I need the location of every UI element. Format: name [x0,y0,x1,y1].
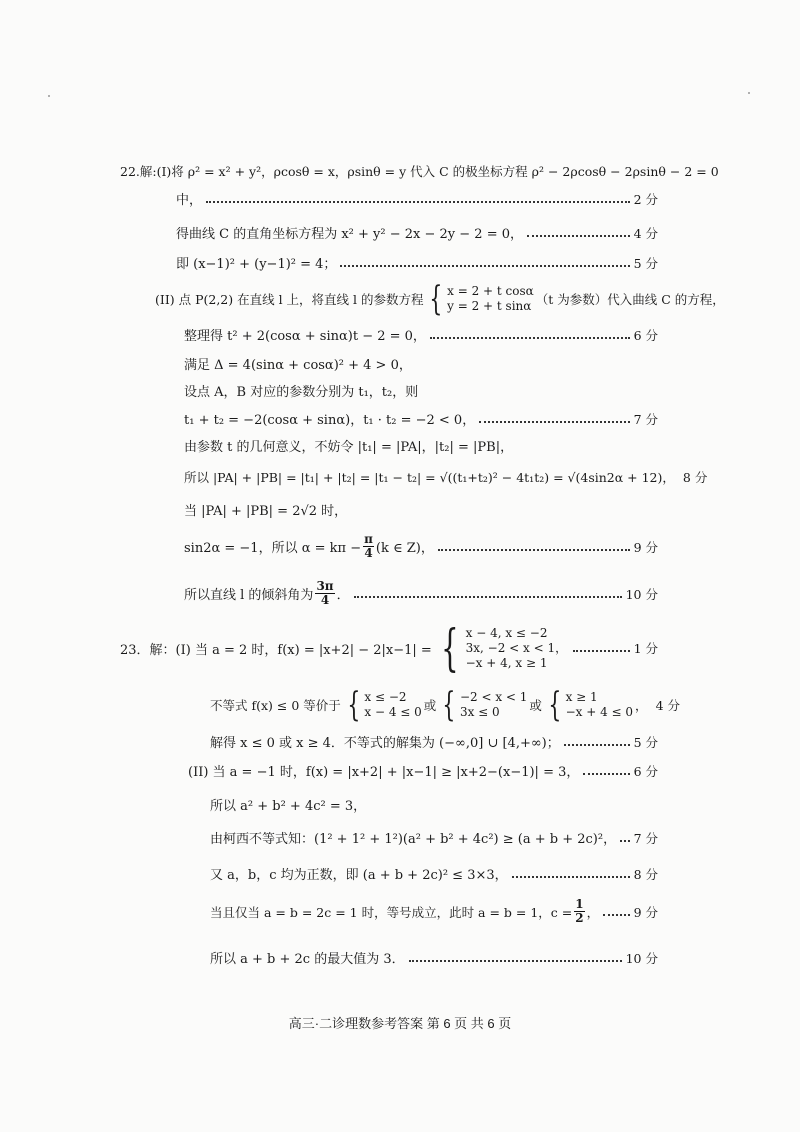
inequality-system-3: { x ≥ 1 −x + 4 ≤ 0 [548,685,634,725]
parametric-equation-brace: { x = 2 + t cosα y = 2 + t sinα [429,279,534,319]
q23-line-2: 不等式 f(x) ≤ 0 等价于 { x ≤ −2 x − 4 ≤ 0 或 { −2 < x < 1 3x ≤ 0 或 { x ≥ 1 −x + 4 ≤ 0 ， 4 分 [210,685,680,725]
q23-line-8: 当且仅当 a = b = 2c = 1 时，等号成立，此时 a = b = 1，c = $\frac{1}{2}$ ， 9 分 [210,897,658,925]
score-mark: 7 分 [633,830,658,846]
score-mark: 4 分 [633,225,658,241]
dotted-leader [573,650,629,652]
score-mark: 5 分 [633,255,658,271]
q23-line-6: 由柯西不等式知：(1² + 1² + 1²)(a² + b² + 4c²) ≥ (a + b + 2c)²， 7 分 [210,830,658,847]
dotted-leader [603,914,629,916]
q23-line-4: (II) 当 a = −1 时，f(x) = |x+2| + |x−1| ≥ |x+2−(x−1)| = 3， 6 分 [188,763,658,780]
scan-speck [48,95,50,97]
dotted-leader [583,773,629,775]
q22-line-8: 设点 A，B 对应的参数分别为 t₁，t₂，则 [184,385,419,400]
q22-line-3: 得曲线 C 的直角坐标方程为 x² + y² − 2x − 2y − 2 = 0， 4 分 [176,225,658,242]
score-mark: 7 分 [633,411,658,427]
dotted-leader [340,265,629,267]
q23-line-5: 所以 a² + b² + 4c² = 3， [210,799,367,814]
score-mark: 8 分 [633,866,658,882]
q22-line-10: 由参数 t 的几何意义，不妨令 |t₁| = |PA|，|t₂| = |PB|， [184,440,514,455]
dotted-leader [479,421,629,423]
q22-line-6: 整理得 t² + 2(cosα + sinα)t − 2 = 0， 6 分 [184,327,658,344]
score-mark: 9 分 [633,539,658,555]
dotted-leader [620,840,629,842]
score-mark: 4 分 [655,698,680,713]
q22-line-2: 中， 2 分 [176,191,658,208]
fraction-one-half: $\frac{1}{2}$ [575,897,584,925]
dotted-leader [512,876,630,878]
score-mark: 6 分 [633,327,658,343]
piecewise-function-brace: { x − 4, x ≤ −2 3x, −2 < x < 1， −x + 4, x ≥ 1 [440,619,568,677]
q22-line-14: 所以直线 l 的倾斜角为 $\frac{3\pi}{4}$ ． 10 分 [184,579,658,607]
q22-line-4: 即 (x−1)² + (y−1)² = 4； 5 分 [176,255,658,272]
fraction-3pi-over-4: $\frac{3\pi}{4}$ [316,579,334,607]
q22-line-9: t₁ + t₂ = −2(cosα + sinα)，t₁ · t₂ = −2 < 0， 7 分 [184,411,658,428]
q22-line-5: (II) 点 P(2,2) 在直线 l 上，将直线 l 的参数方程 { x = 2 + t cosα y = 2 + t sinα （t 为参数）代入曲线 C 的方程， [155,279,725,319]
q23-line-1: 23．解：(I) 当 a = 2 时，f(x) = |x+2| − 2|x−1| = { x − 4, x ≤ −2 3x, −2 < x < 1， −x + 4, x ≥ 1 1 分 [120,619,658,677]
q22-line-13: sin2α = −1，所以 α = kπ − $\frac{\pi}{4}$ (k ∈ Z)， 9 分 [184,532,658,560]
scan-speck [748,92,750,94]
dotted-leader [409,960,622,962]
score-mark: 10 分 [625,586,658,602]
dotted-leader [564,744,630,746]
dotted-leader [527,235,630,237]
fraction-pi-over-4: $\frac{\pi}{4}$ [364,532,373,560]
inequality-system-1: { x ≤ −2 x − 4 ≤ 0 [347,685,422,725]
q23-line-9: 所以 a + b + 2c 的最大值为 3． 10 分 [210,950,658,967]
dotted-leader [430,337,630,339]
q23-line-3: 解得 x ≤ 0 或 x ≥ 4．不等式的解集为 (−∞,0] ∪ [4,+∞)； 5 分 [210,734,658,751]
q22-line-1: 22.解:(I)将 ρ² = x² + y²，ρcosθ = x，ρsinθ = y 代入 C 的极坐标方程 ρ² − 2ρcosθ − 2ρsinθ − 2 = 0 [120,164,719,179]
inequality-system-2: { −2 < x < 1 3x ≤ 0 [442,685,528,725]
q22-line-11: 所以 |PA| + |PB| = |t₁| + |t₂| = |t₁ − t₂| = √((t₁+t₂)² − 4t₁t₂) = √(4sin2α + 12)， 8 分 [184,470,708,485]
q23-line-7: 又 a，b，c 均为正数，即 (a + b + 2c)² ≤ 3×3， 8 分 [210,866,658,883]
dotted-leader [354,596,622,598]
q22-line-12: 当 |PA| + |PB| = 2√2 时， [184,504,348,519]
q22-line-7: 满足 Δ = 4(sinα + cosα)² + 4 > 0， [184,358,412,373]
score-mark: 5 分 [633,734,658,750]
score-mark: 6 分 [633,763,658,779]
page-footer: 高三·二诊理数参考答案 第 6 页 共 6 页 [288,1016,512,1031]
score-mark: 1 分 [633,641,658,656]
dotted-leader [206,201,630,203]
score-mark: 10 分 [625,950,658,966]
score-mark: 2 分 [633,191,658,207]
score-mark: 8 分 [682,470,708,485]
dotted-leader [438,549,630,551]
score-mark: 9 分 [633,904,658,920]
